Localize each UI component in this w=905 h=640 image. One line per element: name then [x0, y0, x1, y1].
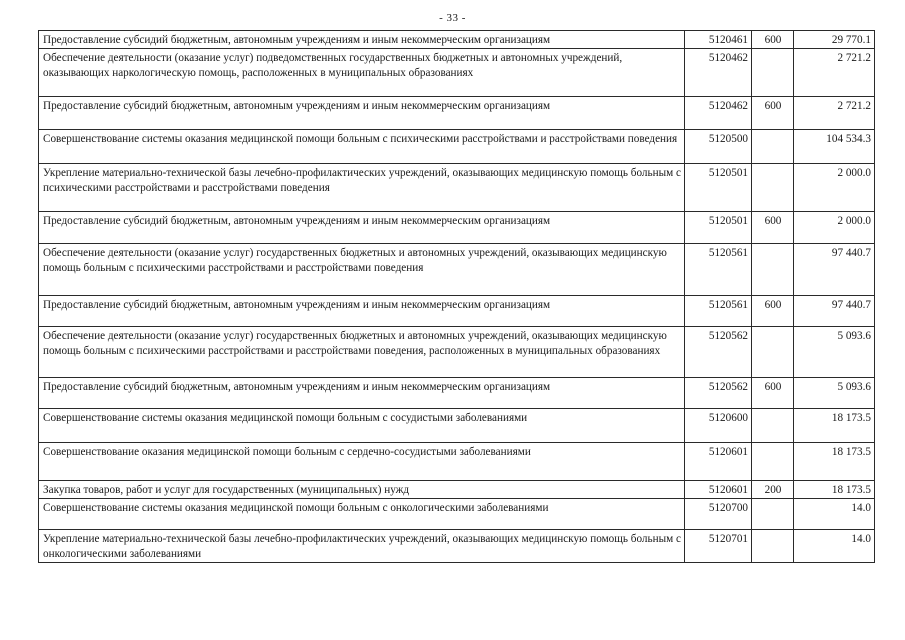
row-expense-type: 600	[752, 296, 794, 327]
budget-table	[38, 30, 875, 563]
row-description: Предоставление субсидий бюджетным, автономным учреждениям и иным некоммерческим организациям	[39, 296, 685, 327]
row-description: Обеспечение деятельности (оказание услуг) государственных бюджетных и автономных учреждений, оказывающих медицинскую помощь больным с психическими расстройствами и расстройствами поведения, расположенных в муниципальных образованиях	[39, 327, 685, 378]
row-amount: 14.0	[794, 499, 875, 530]
table-row	[39, 499, 875, 530]
row-code: 5120561	[685, 296, 752, 327]
row-expense-type: 600	[752, 212, 794, 244]
row-code: 5120561	[685, 244, 752, 296]
table-row	[39, 443, 875, 481]
row-expense-type: 600	[752, 378, 794, 409]
row-expense-type	[752, 327, 794, 378]
table-row	[39, 164, 875, 212]
table-row	[39, 530, 875, 563]
row-expense-type	[752, 499, 794, 530]
row-description: Укрепление материально-технической базы лечебно-профилактических учреждений, оказывающих медицинскую помощь больным с онкологическими заболеваниями	[39, 530, 685, 563]
table-row	[39, 409, 875, 443]
row-description: Совершенствование оказания медицинской помощи больным с сердечно-сосудистыми заболеваниями	[39, 443, 685, 481]
page-number: - 33 -	[439, 12, 466, 24]
table-row	[39, 327, 875, 378]
row-code: 5120501	[685, 212, 752, 244]
row-code: 5120600	[685, 409, 752, 443]
row-code: 5120601	[685, 443, 752, 481]
table-row	[39, 378, 875, 409]
row-description: Предоставление субсидий бюджетным, автономным учреждениям и иным некоммерческим организациям	[39, 31, 685, 49]
table-row	[39, 31, 875, 49]
row-code: 5120500	[685, 130, 752, 164]
table-row	[39, 97, 875, 130]
row-amount: 14.0	[794, 530, 875, 563]
row-description: Обеспечение деятельности (оказание услуг) государственных бюджетных и автономных учреждений, оказывающих медицинскую помощь больным с психическими расстройствами и расстройствами поведения	[39, 244, 685, 296]
row-code: 5120462	[685, 49, 752, 97]
row-amount: 2 721.2	[794, 49, 875, 97]
row-description: Закупка товаров, работ и услуг для государственных (муниципальных) нужд	[39, 481, 685, 499]
table-row	[39, 244, 875, 296]
row-amount: 18 173.5	[794, 443, 875, 481]
row-code: 5120601	[685, 481, 752, 499]
row-description: Совершенствование системы оказания медицинской помощи больным с сосудистыми заболеваниями	[39, 409, 685, 443]
row-amount: 5 093.6	[794, 327, 875, 378]
row-code: 5120461	[685, 31, 752, 49]
row-description: Предоставление субсидий бюджетным, автономным учреждениям и иным некоммерческим организациям	[39, 212, 685, 244]
row-code: 5120700	[685, 499, 752, 530]
row-description: Укрепление материально-технической базы лечебно-профилактических учреждений, оказывающих медицинскую помощь больным с психическими расстройствами и расстройствами поведения	[39, 164, 685, 212]
table-row	[39, 212, 875, 244]
row-amount: 97 440.7	[794, 244, 875, 296]
row-amount: 18 173.5	[794, 481, 875, 499]
row-amount: 18 173.5	[794, 409, 875, 443]
row-code: 5120562	[685, 327, 752, 378]
row-description: Предоставление субсидий бюджетным, автономным учреждениям и иным некоммерческим организациям	[39, 378, 685, 409]
row-amount: 5 093.6	[794, 378, 875, 409]
row-expense-type: 200	[752, 481, 794, 499]
row-description: Обеспечение деятельности (оказание услуг) подведомственных государственных бюджетных и автономных учреждений, оказывающих наркологическую помощь, расположенных в муниципальных образованиях	[39, 49, 685, 97]
row-amount: 2 000.0	[794, 212, 875, 244]
row-expense-type	[752, 530, 794, 563]
row-amount: 97 440.7	[794, 296, 875, 327]
row-amount: 104 534.3	[794, 130, 875, 164]
row-code: 5120562	[685, 378, 752, 409]
row-code: 5120462	[685, 97, 752, 130]
row-expense-type	[752, 164, 794, 212]
table-row	[39, 49, 875, 97]
row-amount: 2 721.2	[794, 97, 875, 130]
row-expense-type: 600	[752, 97, 794, 130]
row-expense-type	[752, 244, 794, 296]
row-code: 5120501	[685, 164, 752, 212]
row-expense-type	[752, 443, 794, 481]
table-row	[39, 296, 875, 327]
row-code: 5120701	[685, 530, 752, 563]
row-expense-type: 600	[752, 31, 794, 49]
row-expense-type	[752, 130, 794, 164]
table-row	[39, 130, 875, 164]
row-expense-type	[752, 409, 794, 443]
row-amount: 2 000.0	[794, 164, 875, 212]
table-row	[39, 481, 875, 499]
row-amount: 29 770.1	[794, 31, 875, 49]
row-description: Предоставление субсидий бюджетным, автономным учреждениям и иным некоммерческим организациям	[39, 97, 685, 130]
row-description: Совершенствование системы оказания медицинской помощи больным с онкологическими заболеваниями	[39, 499, 685, 530]
row-expense-type	[752, 49, 794, 97]
row-description: Совершенствование системы оказания медицинской помощи больным с психическими расстройствами и расстройствами поведения	[39, 130, 685, 164]
